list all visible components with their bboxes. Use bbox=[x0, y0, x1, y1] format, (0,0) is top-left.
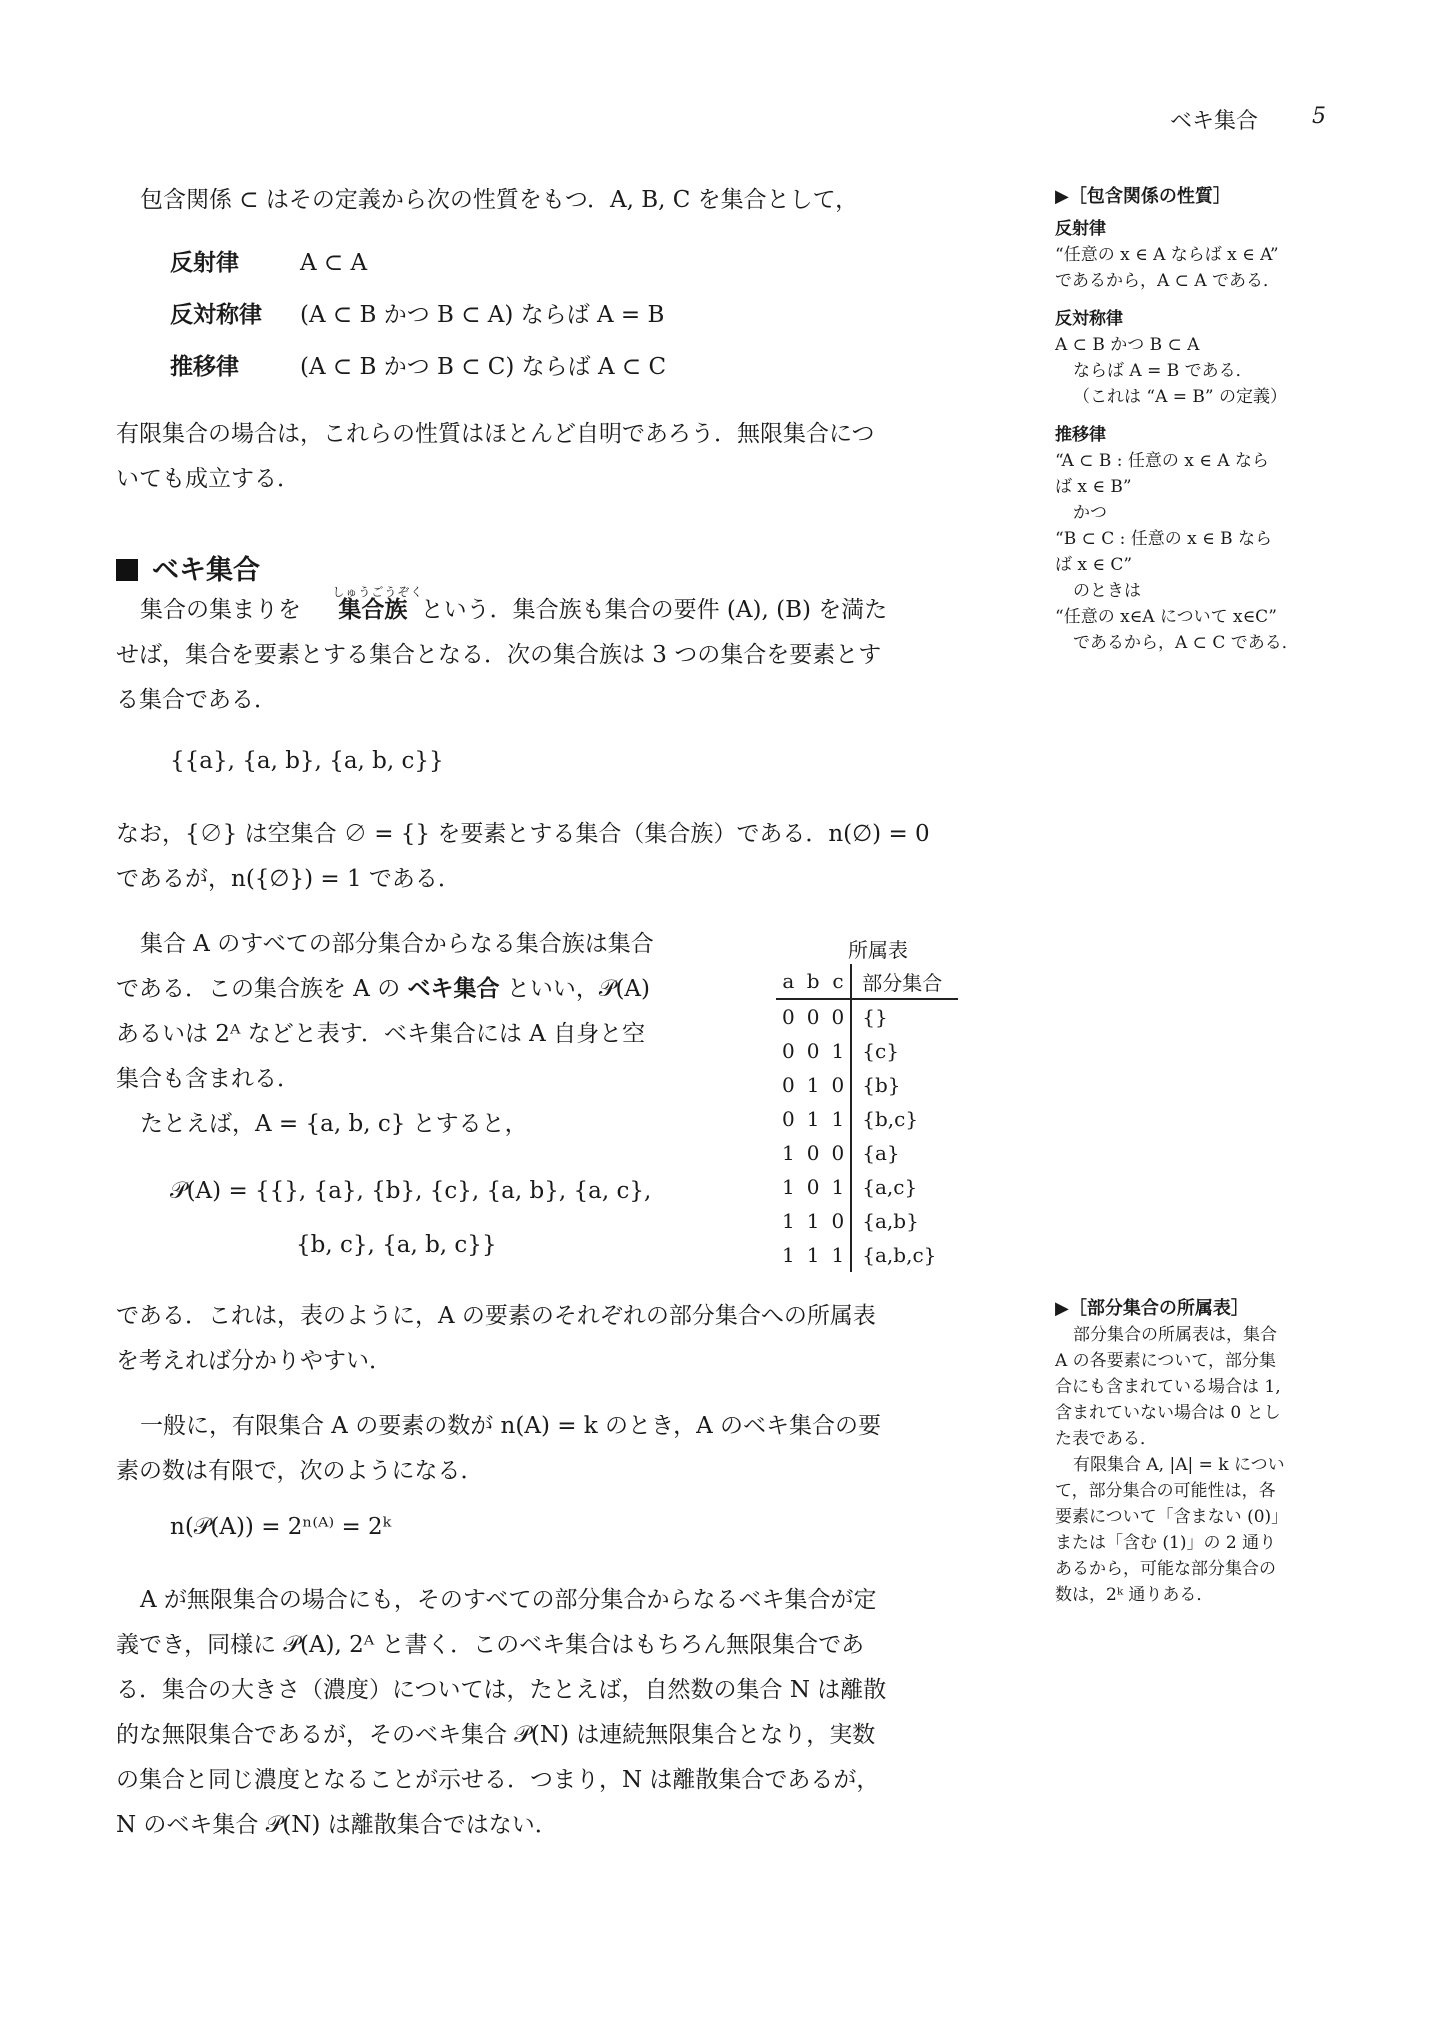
table-row: 1 0 1 {a,c} bbox=[776, 1170, 958, 1204]
law-reflexive bbox=[170, 244, 367, 277]
law-formula: A ⊂ A bbox=[300, 250, 368, 276]
law-name: 推移律 bbox=[170, 354, 239, 380]
square-bullet-icon bbox=[116, 559, 138, 581]
table-explanation-paragraph: である．これは，表のように，A の要素のそれぞれの部分集合への所属表 を考えれば分かりやすい． bbox=[116, 1303, 876, 1374]
term-family: しゅうごうぞく 集合族 bbox=[314, 588, 407, 633]
sidebar-title: ▶［部分集合の所属表］ bbox=[1055, 1298, 1249, 1319]
header-cell: 部分集合 bbox=[851, 964, 958, 999]
sidebar-subtitle: 反射律 bbox=[1055, 219, 1106, 239]
page-number: 5 bbox=[1312, 104, 1326, 129]
formula-count: n(𝒫(A)) = 2ⁿ⁽ᴬ⁾ = 2ᵏ bbox=[170, 1514, 392, 1540]
table-row: 1 1 1 {a,b,c} bbox=[776, 1238, 958, 1272]
law-formula: (A ⊂ B かつ B ⊂ A) ならば A = B bbox=[300, 302, 665, 328]
table-row: 1 0 0 {a} bbox=[776, 1136, 958, 1170]
table-row: 0 0 1 {c} bbox=[776, 1034, 958, 1068]
header-cell: b bbox=[801, 964, 826, 999]
infinite-paragraph: A が無限集合の場合にも，そのすべての部分集合からなるベキ集合が定 義でき，同様に 𝒫(A), 2ᴬ と書く．このベキ集合はもちろん無限集合であ る．集合の大きさ（濃度）については，たとえば，自然数の集合 N は離散 的な無限集合であるが，そのベキ集合 𝒫(N) は連続無限集合となり，実数 の集合と同じ濃度となることが示せる．つまり，N は離散集合であるが， N のベキ集合 𝒫(N) は離散集合ではない． bbox=[116, 1587, 887, 1838]
law-formula: (A ⊂ B かつ B ⊂ C) ならば A ⊂ C bbox=[300, 354, 667, 380]
section-heading: ベキ集合 bbox=[116, 548, 260, 587]
sidebar-membership-table: ▶［部分集合の所属表］ 部分集合の所属表は，集合 A の各要素について，部分集 合にも含まれている場合は 1, 含まれていない場合は 0 とし た表である． 有限集合 A, |A| = k につい て，部分集合の可能性は，各 要素について「含まない (0)」 または「含む (1)」の 2 通り あるから，可能な部分集合の 数は，2ᵏ 通りある． bbox=[1055, 1296, 1345, 1608]
formula-family: {{a}, {a, b}, {a, b, c}} bbox=[170, 748, 444, 774]
table-row: 0 1 1 {b,c} bbox=[776, 1102, 958, 1136]
table-row: 0 1 0 {b} bbox=[776, 1068, 958, 1102]
header-cell: a bbox=[776, 964, 801, 999]
family-paragraph: 集合の集まりを しゅうごうぞく 集合族 という．集合族も集合の要件 (A), (B) を満た せば，集合を要素とする集合となる．次の集合族は 3 つの集合を要素とす る集合である． bbox=[116, 588, 986, 723]
sidebar-inclusion-properties: ▶［包含関係の性質］ 反射律 “任意の x ∈ A ならば x ∈ A” であるから，A ⊂ A である． 反対称律 A ⊂ B かつ B ⊂ A ならば A = B である． （これは “A = B” の定義） 推移律 “A ⊂ B : 任意の x ∈ A なら ば x ∈ B” かつ “B ⊂ C : 任意の x ∈ B なら ば x ∈ C” のときは “任意の x∈A について x∈C” であるから，A ⊂ C である． bbox=[1055, 184, 1345, 656]
law-transitive bbox=[170, 348, 666, 381]
sidebar-title: ▶［包含関係の性質］ bbox=[1055, 186, 1231, 207]
sidebar-subtitle: 反対称律 bbox=[1055, 309, 1123, 329]
running-header-title: ベキ集合 bbox=[1170, 109, 1259, 134]
powerset-definition: 集合 A のすべての部分集合からなる集合族は集合 である．この集合族を A の ベキ集合 といい，𝒫(A) あるいは 2ᴬ などと表す．ベキ集合には A 自身と空 集合も含まれる． たとえば，A = {a, b, c} とすると， bbox=[116, 931, 654, 1137]
formula-powerset-line1: 𝒫(A) = {{}, {a}, {b}, {c}, {a, b}, {a, c}, bbox=[170, 1178, 652, 1204]
table-header-row bbox=[776, 964, 958, 999]
table-caption: 所属表 bbox=[848, 938, 908, 962]
finite-paragraph: 有限集合の場合は，これらの性質はほとんど自明であろう．無限集合につ いても成立する． bbox=[116, 421, 875, 492]
intro-paragraph: 包含関係 ⊂ はその定義から次の性質をもつ．A, B, C を集合として， bbox=[140, 187, 859, 213]
law-name: 反対称律 bbox=[170, 302, 262, 328]
membership-table bbox=[776, 964, 958, 1272]
general-paragraph: 一般に，有限集合 A の要素の数が n(A) = k のとき，A のベキ集合の要 素の数は有限で，次のようになる． bbox=[116, 1413, 882, 1484]
formula-powerset-line2: {b, c}, {a, b, c}} bbox=[296, 1232, 497, 1258]
empty-set-paragraph: なお，{∅} は空集合 ∅ = {} を要素とする集合（集合族）である．n(∅) = 0 であるが，n({∅}) = 1 である． bbox=[116, 821, 930, 892]
table-row: 0 0 0 {} bbox=[776, 999, 958, 1034]
term-powerset: ベキ集合 bbox=[407, 976, 500, 1002]
law-antisymmetric bbox=[170, 296, 664, 329]
header-cell: c bbox=[826, 964, 852, 999]
ruby-reading: しゅうごうぞく bbox=[332, 585, 424, 599]
table-row: 1 1 0 {a,b} bbox=[776, 1204, 958, 1238]
law-name: 反射律 bbox=[170, 250, 239, 276]
sidebar-subtitle: 推移律 bbox=[1055, 425, 1106, 445]
